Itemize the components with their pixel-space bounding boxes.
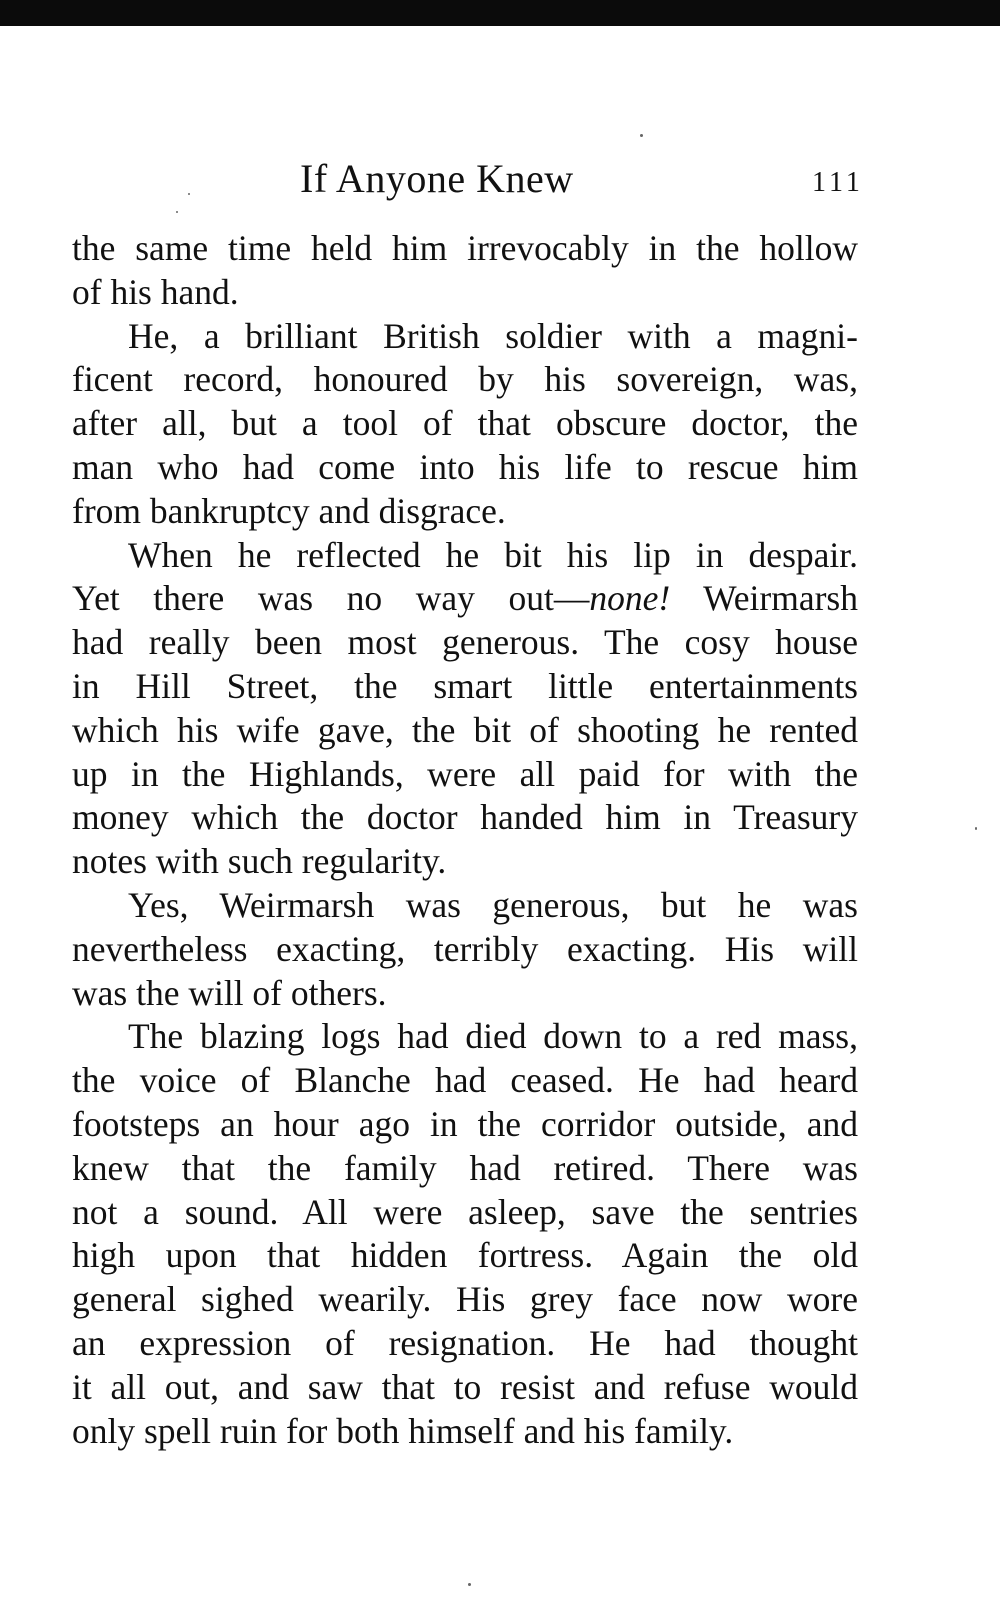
text-line: footsteps an hour ago in the corridor outside, and — [72, 1103, 858, 1144]
text-line: money which the doctor handed him in Treasury — [72, 797, 858, 838]
text-line: The blazing logs had died down to a red mass, — [128, 1016, 858, 1057]
text-line: notes with such regularity. — [72, 841, 447, 882]
running-title: If Anyone Knew — [300, 156, 574, 201]
scan-speck — [640, 134, 643, 137]
text-line: it all out, and saw that to resist and refuse would — [72, 1366, 858, 1407]
text-line: up in the Highlands, were all paid for with the — [72, 753, 858, 794]
text-line: the voice of Blanche had ceased. He had heard — [72, 1060, 858, 1101]
text-line: an expression of resignation. He had thought — [72, 1322, 858, 1363]
text-line: knew that the family had retired. There was — [72, 1147, 858, 1188]
italic-emphasis: none! — [589, 578, 671, 619]
scan-speck — [975, 827, 977, 830]
scan-speck — [468, 1583, 471, 1586]
text-line: nevertheless exacting, terribly exacting. His will — [72, 928, 858, 969]
scan-speck — [176, 211, 178, 213]
text-line: not a sound. All were asleep, save the sentries — [72, 1191, 858, 1232]
scan-top-border — [0, 0, 1000, 26]
text-line: was the will of others. — [72, 972, 387, 1013]
text-run: Weirmarsh — [670, 578, 858, 619]
text-line: only spell ruin for both himself and his family. — [72, 1410, 734, 1451]
text-line: Yes, Weirmarsh was generous, but he was — [128, 884, 858, 925]
text-line: general sighed wearily. His grey face now wore — [72, 1279, 858, 1320]
text-line: high upon that hidden fortress. Again the old — [72, 1235, 858, 1276]
running-head — [0, 155, 1000, 215]
text-line: He, a brilliant British soldier with a magni- — [128, 315, 858, 356]
text-line: of his hand. — [72, 271, 239, 312]
text-line: had really been most generous. The cosy house — [72, 622, 858, 663]
text-line: in Hill Street, the smart little entertainments — [72, 665, 858, 706]
text-line: from bankruptcy and disgrace. — [72, 490, 506, 531]
text-line: When he reflected he bit his lip in despair. — [128, 534, 858, 575]
body-text — [72, 227, 858, 1453]
text-line — [72, 577, 858, 621]
text-line: ficent record, honoured by his sovereign, was, — [72, 359, 858, 400]
text-line: which his wife gave, the bit of shooting he rented — [72, 709, 858, 750]
text-line: man who had come into his life to rescue him — [72, 446, 858, 487]
text-line: after all, but a tool of that obscure doctor, the — [72, 403, 858, 444]
page-number: 111 — [812, 167, 864, 198]
text-line: the same time held him irrevocably in the hollow — [72, 228, 858, 268]
text-run: Yet there was no way out— — [72, 578, 590, 619]
scan-speck — [188, 193, 190, 195]
